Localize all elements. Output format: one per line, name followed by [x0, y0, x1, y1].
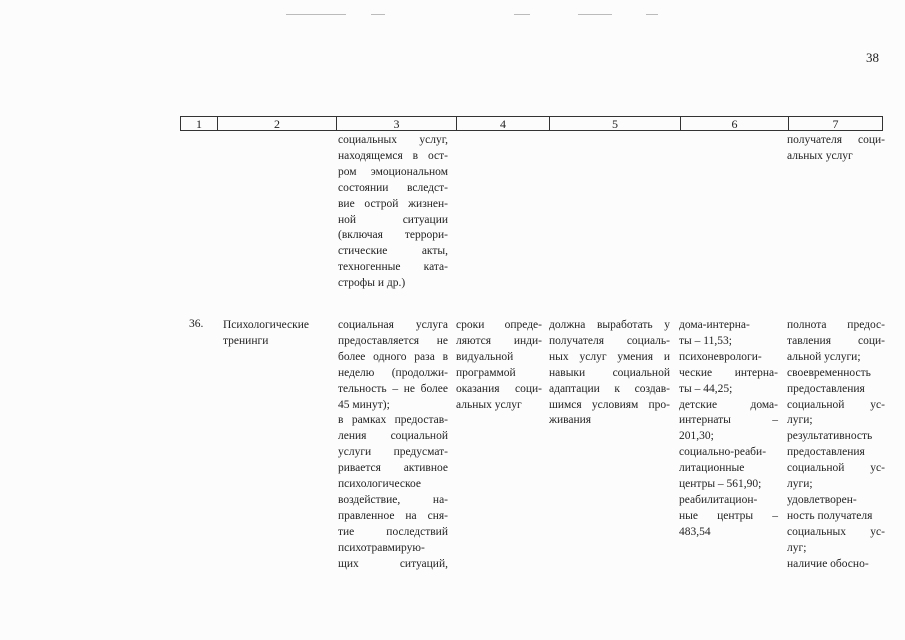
text-line: социальная услуга	[338, 319, 448, 331]
header-col-7: 7	[788, 117, 882, 130]
text-line: 483,54	[679, 525, 711, 538]
header-col-2: 2	[217, 117, 336, 130]
text-line: получателя социаль-	[549, 334, 670, 347]
text-line: луги;	[787, 478, 813, 491]
text-line: навыки социальной	[549, 366, 670, 379]
text-line: альных услуг	[787, 149, 853, 162]
text-line: альных услуг	[456, 398, 522, 411]
text-line: ты – 11,53;	[679, 334, 732, 347]
text-line: предоставления	[787, 382, 865, 395]
scan-artifact	[371, 14, 385, 15]
text-line: ность получателя	[787, 509, 873, 522]
text-line: интернаты –	[679, 414, 778, 427]
text-line: результативность	[787, 430, 873, 443]
row-number: 36.	[189, 318, 204, 330]
text-line: предоставляется не	[338, 334, 448, 347]
text-line: центры – 561,90;	[679, 478, 762, 491]
text-line: адаптации к создав-	[549, 382, 670, 395]
text-line: социальных ус-	[787, 525, 885, 538]
text-line: тавления соци-	[787, 334, 885, 347]
text-line: психотравмирую-	[338, 541, 425, 554]
text-line: ляются инди-	[456, 334, 542, 347]
text-line: неделю (продолжи-	[338, 366, 448, 379]
scan-artifact	[286, 14, 346, 15]
text-line: 201,30;	[679, 430, 714, 443]
header-col-3: 3	[336, 117, 456, 130]
text-line: ты – 44,25;	[679, 382, 733, 395]
text-line: находящемся в ост-	[338, 149, 448, 162]
text-line: альной услуги;	[787, 350, 861, 363]
tariff-cell	[679, 318, 778, 541]
text-line: вие острой жизнен-	[338, 197, 448, 210]
header-col-6: 6	[680, 117, 788, 130]
text-line: стические акты,	[338, 245, 448, 258]
scan-artifact	[514, 14, 530, 15]
text-line: состоянии вследст-	[338, 181, 448, 194]
scan-artifact	[578, 14, 612, 15]
text-line: дома-интерна-	[679, 319, 750, 331]
text-line: реабилитацион-	[679, 493, 758, 506]
text-line: 45 минут);	[338, 398, 390, 411]
text-line: более одного раза в	[338, 350, 448, 363]
text-line: техногенные ката-	[338, 261, 448, 274]
scan-artifact	[646, 14, 658, 15]
text-line: полнота предос-	[787, 319, 885, 331]
text-line: живания	[549, 414, 592, 427]
text-line: своевременность	[787, 366, 871, 379]
service-description-cell	[338, 318, 448, 573]
text-line: социальной ус-	[787, 398, 885, 411]
text-line: программой	[456, 366, 516, 379]
terms-cell	[456, 318, 542, 413]
text-line: щих ситуаций,	[338, 557, 448, 570]
text-line: ром эмоциональном	[338, 165, 448, 178]
text-line: в рамках предостав-	[338, 414, 448, 427]
text-line: луги;	[787, 414, 813, 427]
header-col-1: 1	[196, 117, 202, 131]
text-line: услуги предусмат-	[338, 446, 448, 459]
text-line: ривается активное	[338, 462, 448, 475]
text-line: луг;	[787, 541, 807, 554]
text-line: тие последствий	[338, 525, 448, 538]
text-line: Психологические	[223, 319, 309, 331]
text-line: наличие обосно-	[787, 557, 869, 570]
header-col-5: 5	[549, 117, 680, 130]
service-name-cell	[223, 318, 327, 350]
text-line: удовлетворен-	[787, 493, 857, 506]
header-col-4: 4	[456, 117, 549, 130]
text-line: психологическое	[338, 478, 421, 491]
text-line: воздействие, на-	[338, 493, 448, 506]
text-line: тельность – не более	[338, 382, 448, 395]
text-line: предоставления	[787, 446, 865, 459]
text-line: социальной ус-	[787, 462, 885, 475]
text-line: правленное на сня-	[338, 509, 448, 522]
text-line: (включая террори-	[338, 229, 448, 242]
text-line: ные центры –	[679, 509, 778, 522]
text-line: социально-реаби-	[679, 446, 767, 459]
text-line: видуальной	[456, 350, 514, 363]
text-line: получателя соци-	[787, 134, 885, 146]
text-line: шимся условиям про-	[549, 398, 670, 411]
text-line: должна выработать у	[549, 319, 670, 331]
text-line: тренинги	[223, 334, 269, 347]
result-cell	[549, 318, 670, 429]
text-line: психоневрологи-	[679, 350, 762, 363]
text-line: оказания соци-	[456, 382, 542, 395]
text-line: ления социальной	[338, 430, 448, 443]
text-line: ческие интерна-	[679, 366, 778, 379]
text-line: сроки опреде-	[456, 319, 542, 331]
quality-criteria-cell	[787, 318, 885, 573]
continued-col3-cell	[338, 133, 448, 292]
text-line: ных услуг умения и	[549, 350, 670, 363]
continued-col7-cell	[787, 133, 885, 165]
text-line: социальных услуг,	[338, 134, 448, 146]
text-line: ной ситуации	[338, 213, 448, 226]
text-line: детские дома-	[679, 398, 778, 411]
text-line: строфы и др.)	[338, 277, 406, 290]
text-line: литационные	[679, 462, 745, 475]
table-header-row	[180, 116, 883, 131]
page-number: 38	[866, 50, 879, 65]
